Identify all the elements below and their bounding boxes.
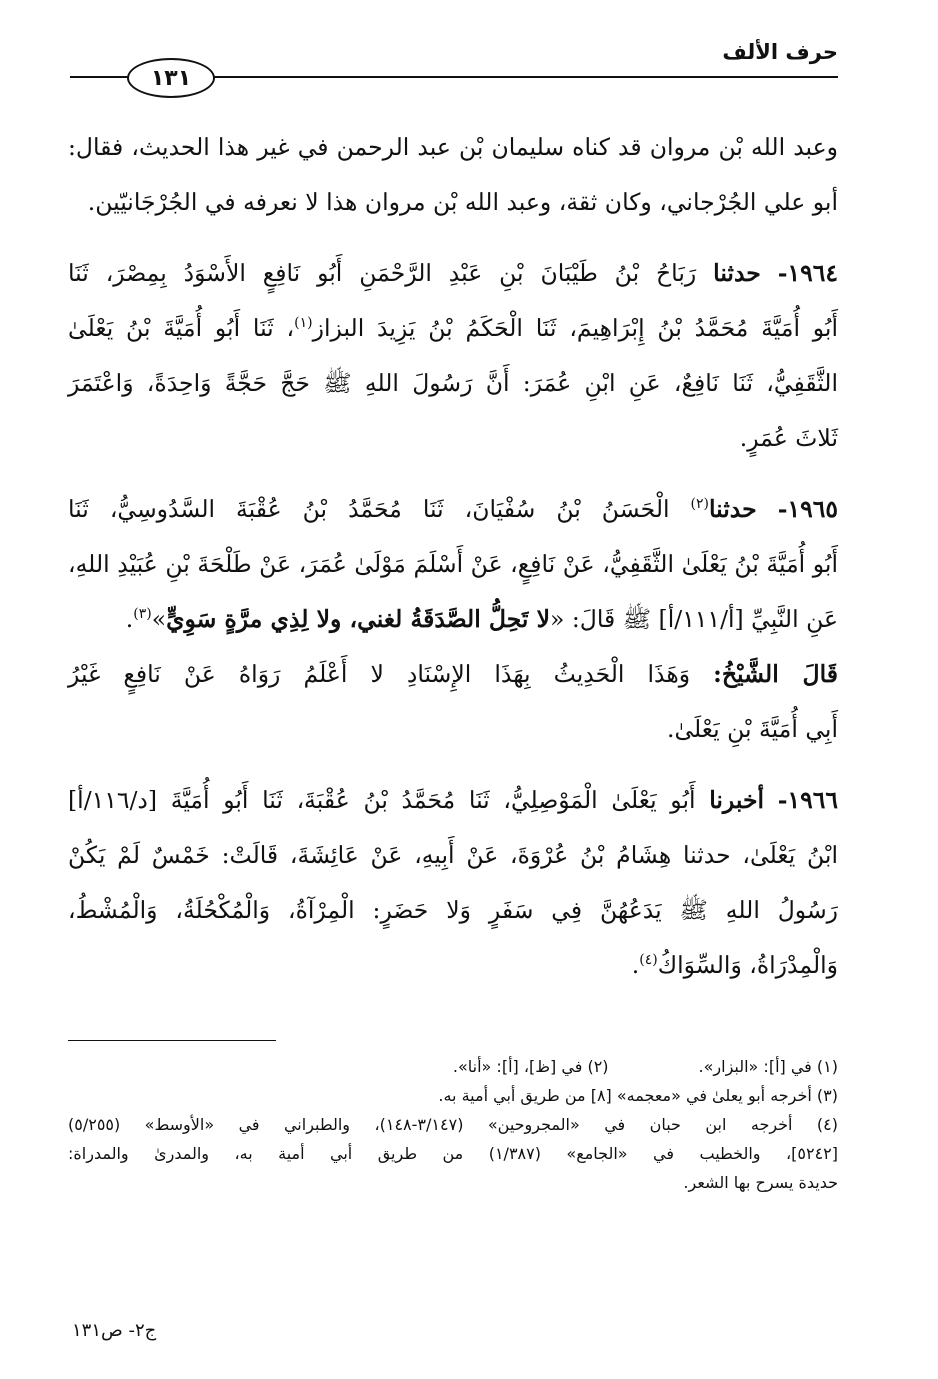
- footnote-row: [68, 1052, 838, 1081]
- hadith-number: ١٩٦٥-: [777, 495, 838, 523]
- text-run: وَالْمِدْرَاةُ، وَالسِّوَاكُ: [657, 951, 838, 979]
- running-header-title: حرف الألف: [722, 40, 838, 64]
- shaykh-comment-line: [68, 647, 838, 702]
- hadith-1965-line: أَبُو أُمَيَّةَ بْنُ يَعْلَىٰ الثَّقَفِيُّ، عَنْ نَافِعٍ، عَنْ أَسْلَمَ مَوْلَىٰ عُمَرَ، عَنْ طَلْحَةَ بْنِ عُبَيْدِ اللهِ،: [68, 550, 838, 578]
- text-run: عَنِ النَّبِيِّ [أ/١١١/أ] ﷺ قَالَ: «: [550, 605, 838, 633]
- text-run: »: [151, 605, 167, 633]
- text-run: رَبَاحُ بْنُ طَيْبَانَ بْنِ عَبْدِ الرَّحْمَنِ أَبُو نَافِعٍ الأَسْوَدُ بِمِصْرَ، ثَنَا: [68, 259, 697, 287]
- hadith-lead-word: حدثنا: [713, 259, 761, 287]
- paragraph-gap: [68, 230, 838, 246]
- hadith-lead-word: أخبرنا: [709, 786, 765, 814]
- footnote-separator: [68, 1040, 276, 1041]
- paragraph-gap: [68, 466, 838, 482]
- text-run: .: [125, 605, 134, 633]
- hadith-1966-line: ابْنُ يَعْلَىٰ، حدثنا هِشَامُ بْنُ عُرْوَةَ، عَنْ أَبِيهِ، عَنْ عَائِشَةَ، قَالَتْ: خَمْسٌ لَمْ يَكُنْ: [68, 841, 838, 869]
- footnote-marker: (١): [294, 315, 313, 332]
- footnotes: [68, 1052, 838, 1197]
- footnote-4-line: حديدة يسرح بها الشعر.: [683, 1173, 838, 1192]
- footnote-4-line: [٥٢٤٢]، والخطيب في «الجامع» (١/٣٨٧) من طريق أبي أمية به، والمدرىٰ والمدراة:: [68, 1144, 839, 1163]
- page-number-badge: [127, 58, 215, 98]
- hadith-1966-line: [68, 773, 838, 828]
- shaykh-lead: قَالَ الشَّيْخُ:: [713, 660, 838, 688]
- footnote-marker: (٤): [639, 952, 658, 969]
- text-run: وَهَذَا الْحَدِيثُ بِهَذَا الإِسْنَادِ لا أَعْلَمُ رَوَاهُ عَنْ نَافِعٍ غَيْرُ: [68, 660, 691, 688]
- volume-page-reference: ج٢- ص١٣١: [72, 1320, 157, 1341]
- text-line: أبو علي الجُرْجاني، وكان ثقة، وعبد الله بْن مروان هذا لا نعرفه في الجُرْجَانيّين.: [87, 188, 838, 216]
- hadith-1964-line: [68, 301, 838, 356]
- hadith-1964-line: [68, 246, 838, 301]
- footnote-2: (٢) في [ظ]، [أ]: «أنا».: [452, 1057, 609, 1076]
- hadith-number: ١٩٦٤-: [777, 259, 838, 287]
- main-text: [68, 120, 838, 993]
- text-line: وعبد الله بْن مروان قد كناه سليمان بْن عبد الرحمن في غير هذا الحديث، فقال:: [68, 133, 838, 161]
- footnote-marker: (٢): [690, 496, 710, 513]
- page-number: ١٣١: [150, 65, 192, 91]
- text-run: أَبُو أُمَيَّةَ مُحَمَّدُ بْنُ إِبْرَاهِيمَ، ثَنَا الْحَكَمُ بْنُ يَزِيدَ البزاز: [312, 314, 838, 342]
- hadith-1965-line: [68, 482, 838, 537]
- footnote-4-line: (٤) أخرجه ابن حبان في «المجروحين» (٣/١٤٧-١٤٨)، والطبراني في «الأوسط» (٥/٢٥٥): [68, 1115, 838, 1134]
- text-run: .: [631, 951, 640, 979]
- hadith-lead-word: حدثنا: [709, 495, 757, 523]
- hadith-1964-line: الثَّقَفِيُّ، ثَنَا نَافِعٌ، عَنِ ابْنِ عُمَرَ: أَنَّ رَسُولَ اللهِ ﷺ حَجَّ حَجَّةً وَاحِدَةً، وَاعْتَمَرَ: [68, 369, 838, 397]
- hadith-matn: لا تَحِلُّ الصَّدَقَةُ لغني، ولا لِذِي مرَّةٍ سَوِيٍّ: [166, 605, 550, 633]
- hadith-number: ١٩٦٦-: [777, 786, 838, 814]
- hadith-1966-line: [68, 938, 838, 993]
- text-run: ، ثَنَا أَبُو أُمَيَّةَ بْنُ يَعْلَىٰ: [68, 314, 295, 342]
- paragraph-gap: [68, 757, 838, 773]
- text-run: أَبُو يَعْلَىٰ الْمَوْصِلِيُّ، ثَنَا مُحَمَّدُ بْنُ عُقْبَةَ، ثَنَا أَبُو أُمَيَّةَ [د/١١٦/أ]: [68, 786, 696, 814]
- footnote-3: (٣) أخرجه أبو يعلىٰ في «معجمه» [٨] من طريق أبي أمية به.: [438, 1086, 838, 1105]
- shaykh-comment-line: أَبِي أُمَيَّةَ بْنِ يَعْلَىٰ.: [666, 715, 838, 743]
- hadith-1964-line: ثَلاثَ عُمَرٍ.: [739, 424, 838, 452]
- footnote-marker: (٣): [133, 606, 152, 623]
- text-run: الْحَسَنُ بْنُ سُفْيَانَ، ثَنَا مُحَمَّدُ بْنُ عُقْبَةَ السَّدُوسِيُّ، ثَنَا: [68, 495, 670, 523]
- hadith-1965-line: [68, 592, 838, 647]
- hadith-1966-line: رَسُولُ اللهِ ﷺ يَدَعُهُنَّ فِي سَفَرٍ وَلا حَضَرٍ: الْمِرْآةُ، وَالْمُكْحُلَةُ، وَالْمُشْطُ،: [68, 896, 838, 924]
- footnote-1: (١) في [أ]: «البزار».: [698, 1057, 838, 1076]
